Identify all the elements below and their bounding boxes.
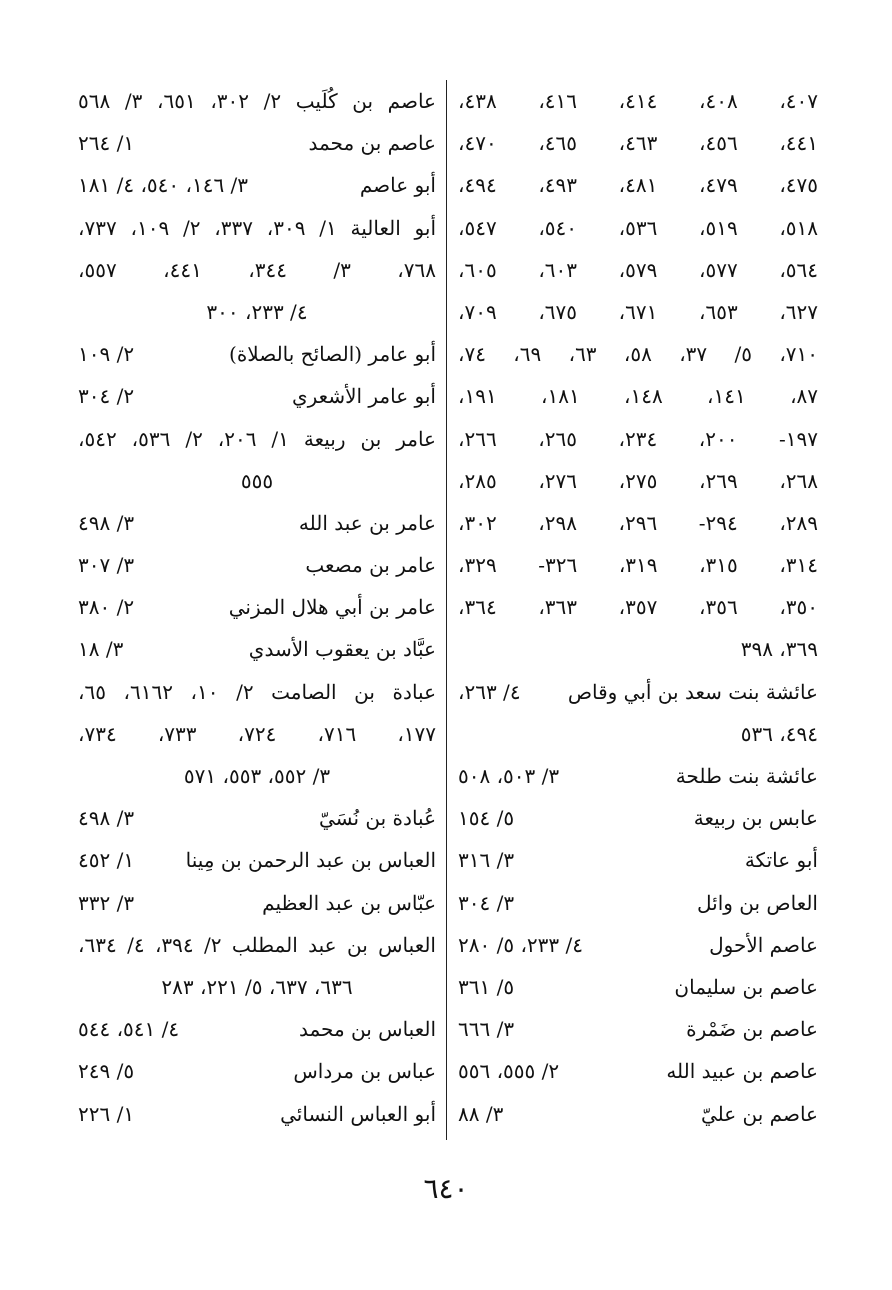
entry-references: ٣/ ٤٩٨ <box>78 510 135 535</box>
entry-name: أبو عاصم <box>359 173 436 198</box>
index-entry <box>458 839 818 881</box>
index-entry <box>78 797 436 839</box>
index-entry <box>458 1050 818 1092</box>
line-text: ٢٨٩، ٢٩٤- ٢٩٦، ٢٩٨، ٣٠٢، <box>458 510 819 535</box>
index-entry <box>458 671 818 713</box>
line-text: ٦٢٧، ٦٥٣، ٦٧١، ٦٧٥، ٧٠٩، <box>458 299 819 324</box>
index-line <box>78 207 436 249</box>
index-line <box>78 924 436 966</box>
entry-name: عامر بن عبد الله <box>298 510 436 535</box>
line-text: ١٧٧، ٧١٦، ٧٢٤، ٧٣٣، ٧٣٤، <box>78 721 437 746</box>
line-text: ٣٦٩، ٣٩٨ <box>740 637 818 662</box>
entry-name: عباس بن مرداس <box>293 1059 436 1084</box>
line-text: العباس بن عبد المطلب ٢/ ٣٩٤، ٤/ ٦٣٤، <box>78 932 436 957</box>
index-line <box>78 755 436 797</box>
index-line <box>78 671 436 713</box>
index-entry <box>78 164 436 206</box>
entry-references: ٣/ ١٤٦، ٥٤٠، ٤/ ١٨١ <box>78 173 249 198</box>
right-column <box>458 80 818 1135</box>
column-divider <box>446 80 447 1140</box>
entry-references: ١/ ٢٢٦ <box>78 1101 135 1126</box>
line-text: ٧٦٨، ٣/ ٣٤٤، ٤٤١، ٥٥٧، <box>78 257 436 282</box>
index-line <box>458 80 818 122</box>
entry-name: أبو عامر الأشعري <box>291 384 436 409</box>
entry-name: عابس بن ربيعة <box>693 806 818 831</box>
line-text: ٥١٨، ٥١٩، ٥٣٦، ٥٤٠، ٥٤٧، <box>458 215 819 240</box>
entry-name: العاص بن وائل <box>696 890 818 915</box>
index-entry <box>78 1008 436 1050</box>
line-text: ٤٠٧، ٤٠٨، ٤١٤، ٤١٦، ٤٣٨، <box>458 89 819 113</box>
entry-name: عاصم بن عليّ <box>700 1101 818 1126</box>
entry-name: عاصم الأحول <box>709 932 818 957</box>
index-line <box>458 502 818 544</box>
index-entry <box>78 882 436 924</box>
entry-references: ٢/ ٣٠٤ <box>78 384 135 409</box>
entry-references: ٢/ ٣٨٠ <box>78 595 135 620</box>
line-text: عبادة بن الصامت ٢/ ١٠، ٦١٦٢، ٦٥، <box>78 679 437 704</box>
line-text: ٦٣٦، ٦٣٧، ٥/ ٢٢١، ٢٨٣ <box>161 974 353 999</box>
index-line <box>458 164 818 206</box>
index-entry <box>78 502 436 544</box>
index-line <box>78 460 436 502</box>
line-text: ٥٥٥ <box>240 468 274 493</box>
line-text: ٤/ ٢٣٣، ٣٠٠ <box>206 299 308 324</box>
index-line <box>458 418 818 460</box>
entry-references: ٣/ ٦٦٦ <box>458 1017 515 1042</box>
entry-references: ١/ ٢٦٤ <box>78 131 135 156</box>
index-line <box>78 249 436 291</box>
entry-references: ٣/ ٨٨ <box>458 1101 504 1126</box>
line-text: ٤٩٤، ٥٣٦ <box>740 721 818 746</box>
entry-name: عبّاس بن عبد العظيم <box>262 890 436 915</box>
entry-name: عامر بن مصعب <box>305 553 436 578</box>
line-text: ٤٧٥، ٤٧٩، ٤٨١، ٤٩٣، ٤٩٤، <box>458 173 819 198</box>
entry-references: ٥/ ٢٤٩ <box>78 1059 135 1084</box>
line-text: عاصم بن كُلَيب ٢/ ٣٠٢، ٦٥١، ٣/ ٥٦٨ <box>78 89 436 113</box>
entry-references: ٤/ ٢٣٣، ٥/ ٢٨٠ <box>458 932 583 957</box>
entry-references: ٤/ ٥٤١، ٥٤٤ <box>78 1017 180 1042</box>
index-entry <box>78 1050 436 1092</box>
index-line <box>78 713 436 755</box>
index-line <box>458 586 818 628</box>
entry-references: ٢/ ٥٥٥، ٥٥٦ <box>458 1059 560 1084</box>
index-line <box>458 207 818 249</box>
index-line <box>78 966 436 1008</box>
index-line <box>458 291 818 333</box>
entry-name: عائشة بنت طلحة <box>675 764 818 788</box>
line-text: ١٩٧- ٢٠٠، ٢٣٤، ٢٦٥، ٢٦٦، <box>458 426 819 451</box>
index-entry <box>458 924 818 966</box>
entry-name: أبو العباس النسائي <box>280 1101 436 1126</box>
entry-name: أبو عامر (الصائح بالصلاة) <box>229 342 436 367</box>
index-entry <box>458 966 818 1008</box>
entry-references: ٣/ ٤٩٨ <box>78 806 135 831</box>
line-text: ٣/ ٥٥٢، ٥٥٣، ٥٧١ <box>183 764 331 788</box>
entry-name: عائشة بنت سعد بن أبي وقاص <box>567 679 818 704</box>
index-entry <box>78 628 436 670</box>
entry-name: أبو عاتكة <box>744 848 818 873</box>
line-text: عامر بن ربيعة ١/ ٢٠٦، ٢/ ٥٣٦، ٥٤٢، <box>78 426 436 451</box>
line-text: ٤٤١، ٤٥٦، ٤٦٣، ٤٦٥، ٤٧٠، <box>458 131 819 156</box>
line-text: ٣١٤، ٣١٥، ٣١٩، ٣٢٦- ٣٢٩، <box>458 553 819 578</box>
entry-name: عُبادة بن نُسَيّ <box>318 806 436 831</box>
entry-name: عاصم بن ضَمْرة <box>686 1017 818 1042</box>
entry-references: ٥/ ١٥٤ <box>458 806 515 831</box>
left-column <box>78 80 436 1135</box>
entry-references: ٥/ ٣٦١ <box>458 974 515 999</box>
entry-references: ٢/ ١٠٩ <box>78 342 135 367</box>
index-entry <box>458 755 818 797</box>
index-line <box>458 628 818 670</box>
index-entry <box>458 1008 818 1050</box>
index-entry <box>78 544 436 586</box>
entry-name: العباس بن عبد الرحمن بن مِينا <box>185 848 436 873</box>
index-entry <box>458 882 818 924</box>
index-line <box>458 375 818 417</box>
line-text: ٢٦٨، ٢٦٩، ٢٧٥، ٢٧٦، ٢٨٥، <box>458 468 819 493</box>
line-text: أبو العالية ١/ ٣٠٩، ٣٣٧، ٢/ ١٠٩، ٧٣٧، <box>78 215 436 240</box>
entry-references: ٣/ ١٨ <box>78 637 124 662</box>
entry-name: عاصم بن عبيد الله <box>666 1059 818 1084</box>
index-entry <box>78 122 436 164</box>
entry-name: عبَّاد بن يعقوب الأسدي <box>248 637 436 662</box>
entry-references: ٤/ ٢٦٣، <box>458 679 521 704</box>
entry-name: العباس بن محمد <box>298 1017 436 1042</box>
index-entry <box>458 797 818 839</box>
line-text: ٣٥٠، ٣٥٦، ٣٥٧، ٣٦٣، ٣٦٤، <box>458 595 819 620</box>
entry-name: عاصم بن محمد <box>308 131 436 156</box>
entry-references: ٣/ ٥٠٣، ٥٠٨ <box>458 764 560 788</box>
entry-name: عاصم بن سليمان <box>674 974 818 999</box>
index-line <box>458 122 818 164</box>
index-entry <box>78 586 436 628</box>
entry-references: ١/ ٤٥٢ <box>78 848 135 873</box>
index-line <box>78 418 436 460</box>
line-text: ٧١٠، ٥/ ٣٧، ٥٨، ٦٣، ٦٩، ٧٤، <box>458 342 819 367</box>
entry-name: عامر بن أبي هلال المزني <box>228 595 436 620</box>
index-line <box>78 291 436 333</box>
index-line <box>458 460 818 502</box>
index-line <box>78 80 436 122</box>
line-text: ٨٧، ١٤١، ١٤٨، ١٨١، ١٩١، <box>458 384 819 409</box>
index-line <box>458 544 818 586</box>
index-entry <box>78 375 436 417</box>
line-text: ٥٦٤، ٥٧٧، ٥٧٩، ٦٠٣، ٦٠٥، <box>458 257 819 282</box>
page-number: ٦٤٠ <box>423 1172 469 1205</box>
entry-references: ٣/ ٣٠٧ <box>78 553 135 578</box>
index-line <box>458 249 818 291</box>
entry-references: ٣/ ٣٣٢ <box>78 890 135 915</box>
entry-references: ٣/ ٣٠٤ <box>458 890 515 915</box>
index-entry <box>78 839 436 881</box>
index-entry <box>78 333 436 375</box>
index-line <box>458 713 818 755</box>
index-entry <box>458 1093 818 1135</box>
index-entry <box>78 1093 436 1135</box>
entry-references: ٣/ ٣١٦ <box>458 848 515 873</box>
index-line <box>458 333 818 375</box>
